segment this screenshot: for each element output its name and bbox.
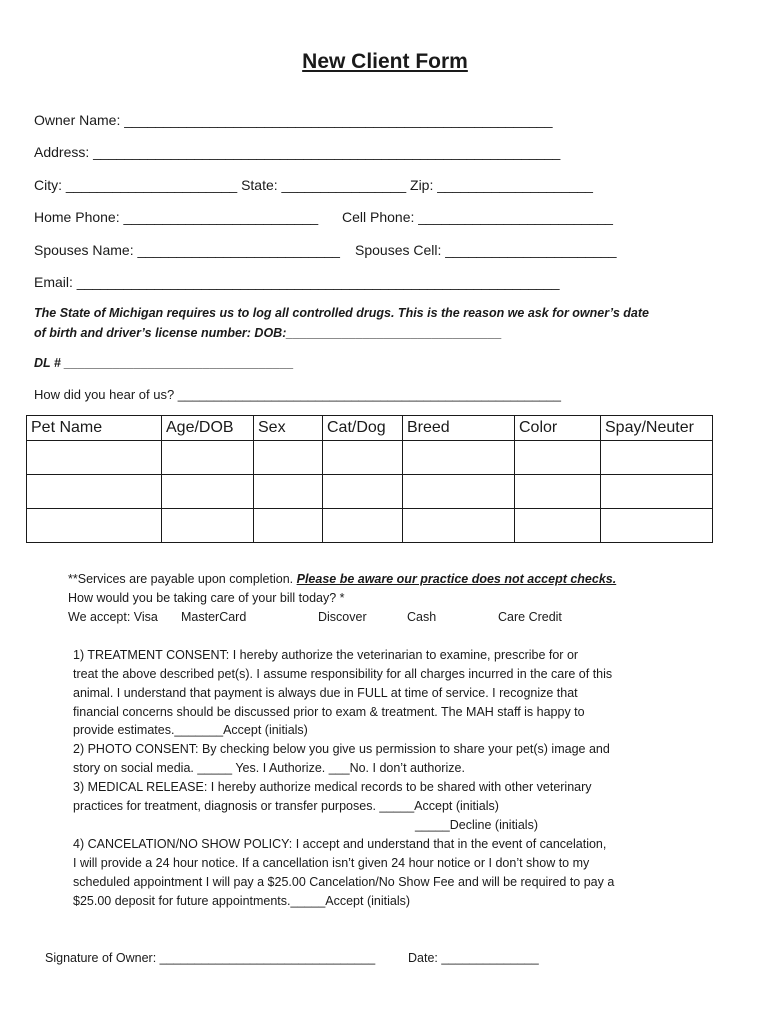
consent-line: I will provide a 24 hour notice. If a cancellation isn’t given 24 hour notice or I don’t show to my: [73, 856, 590, 870]
table-cell[interactable]: [601, 441, 713, 475]
consent-line: financial concerns should be discussed prior to exam & treatment. The MAH staff is happy to: [73, 705, 585, 719]
table-cell[interactable]: [162, 441, 254, 475]
cancelation-accept-initials[interactable]: $25.00 deposit for future appointments._____Accept (initials): [73, 894, 411, 908]
table-cell[interactable]: [601, 475, 713, 509]
spouses-cell-field[interactable]: Spouses Cell: ______________________: [355, 242, 617, 258]
payment-question: How would you be taking care of your bill today? *: [68, 591, 345, 605]
email-field[interactable]: Email: ______________________________________________________________: [34, 274, 560, 290]
table-cell[interactable]: [254, 441, 323, 475]
table-row: [27, 441, 713, 475]
table-cell[interactable]: [27, 441, 162, 475]
accepted-visa[interactable]: We accept: Visa: [68, 610, 158, 624]
table-cell[interactable]: [323, 441, 403, 475]
table-cell[interactable]: [162, 475, 254, 509]
payment-terms: [68, 572, 616, 586]
accepted-cash[interactable]: Cash: [407, 610, 437, 624]
col-sex: Sex: [254, 416, 323, 441]
consent-line: treat the above described pet(s). I assume responsibility for all charges incurred in the care of this: [73, 667, 613, 681]
medical-accept-initials[interactable]: practices for treatment, diagnosis or transfer purposes. _____Accept (initials): [73, 799, 499, 813]
owner-name-field[interactable]: Owner Name: _______________________________________________________: [34, 112, 553, 128]
table-cell[interactable]: [403, 441, 515, 475]
table-row: [27, 475, 713, 509]
table-cell[interactable]: [323, 475, 403, 509]
treatment-accept-initials[interactable]: provide estimates._______Accept (initials): [73, 723, 308, 737]
table-cell[interactable]: [254, 475, 323, 509]
col-pet-name: Pet Name: [27, 416, 162, 441]
consent-line: 1) TREATMENT CONSENT: I hereby authorize the veterinarian to examine, prescribe for or: [73, 648, 579, 662]
consent-line: 2) PHOTO CONSENT: By checking below you give us permission to share your pet(s) image and: [73, 742, 610, 756]
table-cell[interactable]: [323, 509, 403, 543]
controlled-drugs-notice: The State of Michigan requires us to log all controlled drugs. This is the reason we ask for owner’s date: [34, 306, 649, 320]
table-cell[interactable]: [515, 509, 601, 543]
home-phone-field[interactable]: Home Phone: _________________________: [34, 209, 319, 225]
table-cell[interactable]: [515, 441, 601, 475]
table-cell[interactable]: [601, 509, 713, 543]
city-state-zip-field[interactable]: City: ______________________ State: ________________ Zip: ____________________: [34, 177, 593, 193]
signature-date-field[interactable]: Date: ______________: [408, 951, 539, 965]
consent-line: scheduled appointment I will pay a $25.00 Cancelation/No Show Fee and will be required to pay a: [73, 875, 615, 889]
consent-line: 4) CANCELATION/NO SHOW POLICY: I accept and understand that in the event of cancelation,: [73, 837, 607, 851]
medical-decline-initials[interactable]: _____Decline (initials): [415, 818, 538, 832]
col-age-dob: Age/DOB: [162, 416, 254, 441]
col-spay-neuter: Spay/Neuter: [601, 416, 713, 441]
table-row: [27, 509, 713, 543]
table-cell[interactable]: [27, 475, 162, 509]
services-payable-text: **Services are payable upon completion.: [68, 572, 297, 586]
col-breed: Breed: [403, 416, 515, 441]
table-cell[interactable]: [254, 509, 323, 543]
accepted-care-credit[interactable]: Care Credit: [498, 610, 562, 624]
accepted-discover[interactable]: Discover: [318, 610, 367, 624]
address-field[interactable]: Address: ____________________________________________________________: [34, 144, 561, 160]
col-cat-dog: Cat/Dog: [323, 416, 403, 441]
accepted-mastercard[interactable]: MasterCard: [181, 610, 247, 624]
dob-field[interactable]: of birth and driver’s license number: DOB:_______________________________: [34, 326, 502, 340]
owner-signature-field[interactable]: Signature of Owner: _______________________________: [45, 951, 376, 965]
cell-phone-field[interactable]: Cell Phone: _________________________: [342, 209, 613, 225]
pet-table: [26, 415, 713, 543]
consent-line: 3) MEDICAL RELEASE: I hereby authorize medical records to be shared with other veterinary: [73, 780, 592, 794]
no-checks-notice: Please be aware our practice does not accept checks.: [296, 572, 617, 586]
dl-field[interactable]: DL # _________________________________: [34, 356, 294, 370]
table-cell[interactable]: [515, 475, 601, 509]
col-color: Color: [515, 416, 601, 441]
hear-about-field[interactable]: How did you hear of us? _____________________________________________________: [34, 387, 561, 402]
table-cell[interactable]: [403, 509, 515, 543]
pet-table-header: [27, 416, 713, 441]
photo-consent-choice[interactable]: story on social media. _____ Yes. I Authorize. ___No. I don’t authorize.: [73, 761, 465, 775]
spouses-name-field[interactable]: Spouses Name: __________________________: [34, 242, 340, 258]
consent-line: animal. I understand that payment is always due in FULL at time of service. I recognize that: [73, 686, 578, 700]
table-cell[interactable]: [162, 509, 254, 543]
table-cell[interactable]: [27, 509, 162, 543]
table-cell[interactable]: [403, 475, 515, 509]
form-title: New Client Form: [302, 50, 468, 73]
